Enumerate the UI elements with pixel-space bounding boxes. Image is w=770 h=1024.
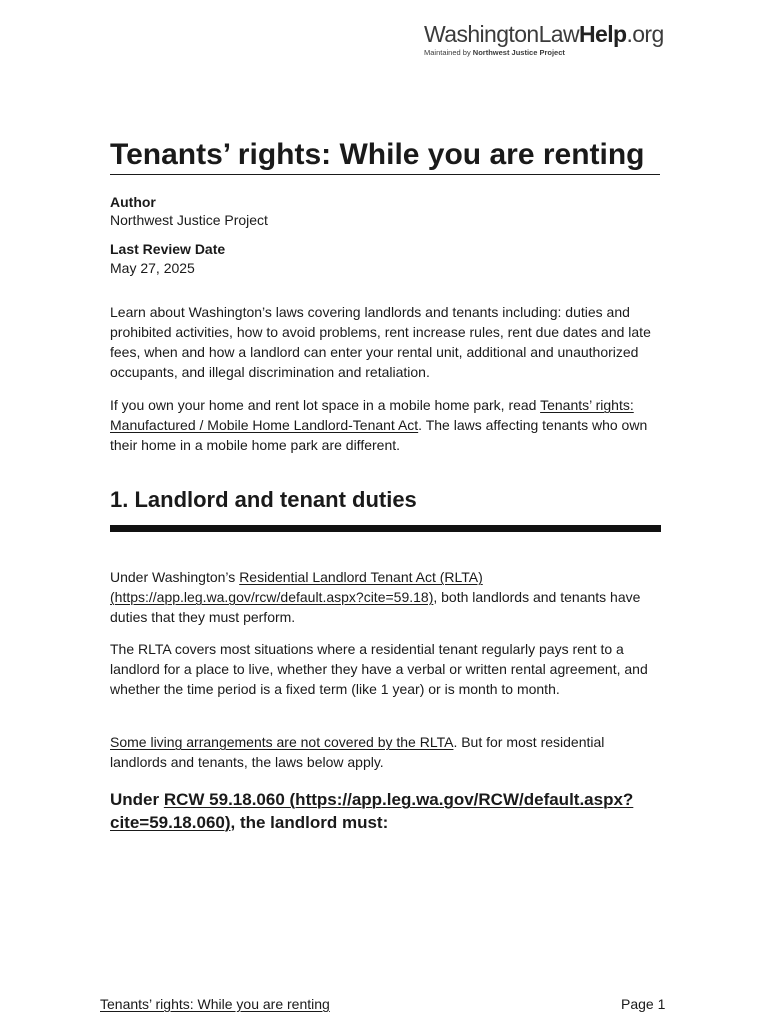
rlta-coverage-paragraph: The RLTA covers most situations where a residential tenant regularly pays rent to a landlord for a place to live, whether they have a verbal or written rental agreement, and whether the time period is a fixed term (like 1 year) or is month to month. (110, 641, 648, 697)
logo-tagline: Maintained by Northwest Justice Project (424, 48, 565, 57)
author-label: Author (110, 194, 156, 210)
section-heading-landlord-tenant-duties: 1. Landlord and tenant duties (110, 487, 417, 512)
logo-wordmark: WashingtonLawHelp.org (424, 21, 664, 47)
section-divider (110, 525, 661, 532)
landlord-duties-subheading: Under RCW 59.18.060 (https://app.leg.wa.gov/RCW/default.aspx?cite=59.18.060), the landlord must: (110, 790, 634, 832)
footer-title: Tenants’ rights: While you are renting (100, 996, 330, 1012)
page-title: Tenants’ rights: While you are renting (110, 136, 660, 175)
mobile-home-paragraph: If you own your home and rent lot space in a mobile home park, read Tenants’ rights: Manufactured / Mobile Home Landlord-Tenant Act. The laws affecting tenants who own their home in a mobile home park are different. (110, 397, 648, 453)
not-covered-paragraph: Some living arrangements are not covered by the RLTA. But for most residential landlords and tenants, the laws below apply. (110, 734, 605, 770)
review-date-label: Last Review Date (110, 241, 226, 257)
review-date-value: May 27, 2025 (110, 260, 195, 276)
mobile-home-act-link[interactable]: Tenants’ rights: Manufactured / Mobile Home Landlord-Tenant Act (110, 397, 634, 433)
rlta-link[interactable]: Residential Landlord Tenant Act (RLTA) (https://app.leg.wa.gov/rcw/default.aspx?cite=59.18) (110, 569, 483, 605)
author-value: Northwest Justice Project (110, 212, 268, 228)
intro-paragraph: Learn about Washington’s laws covering landlords and tenants including: duties and prohibited activities, how to avoid problems, rent increase rules, rent due dates and late fees, when and how a landlord can enter your rental unit, additional and unauthorized occupants, and illegal discrimination and retaliation. (110, 304, 651, 380)
not-covered-link[interactable]: Some living arrangements are not covered by the RLTA (110, 734, 454, 750)
rlta-paragraph: Under Washington’s Residential Landlord Tenant Act (RLTA) (https://app.leg.wa.gov/rcw/default.aspx?cite=59.18), both landlords and tenants have duties that they must perform. (110, 569, 641, 625)
rcw-link[interactable]: RCW 59.18.060 (https://app.leg.wa.gov/RCW/default.aspx?cite=59.18.060) (110, 790, 634, 832)
page-number: Page 1 (621, 996, 666, 1012)
site-logo[interactable] (424, 20, 664, 57)
